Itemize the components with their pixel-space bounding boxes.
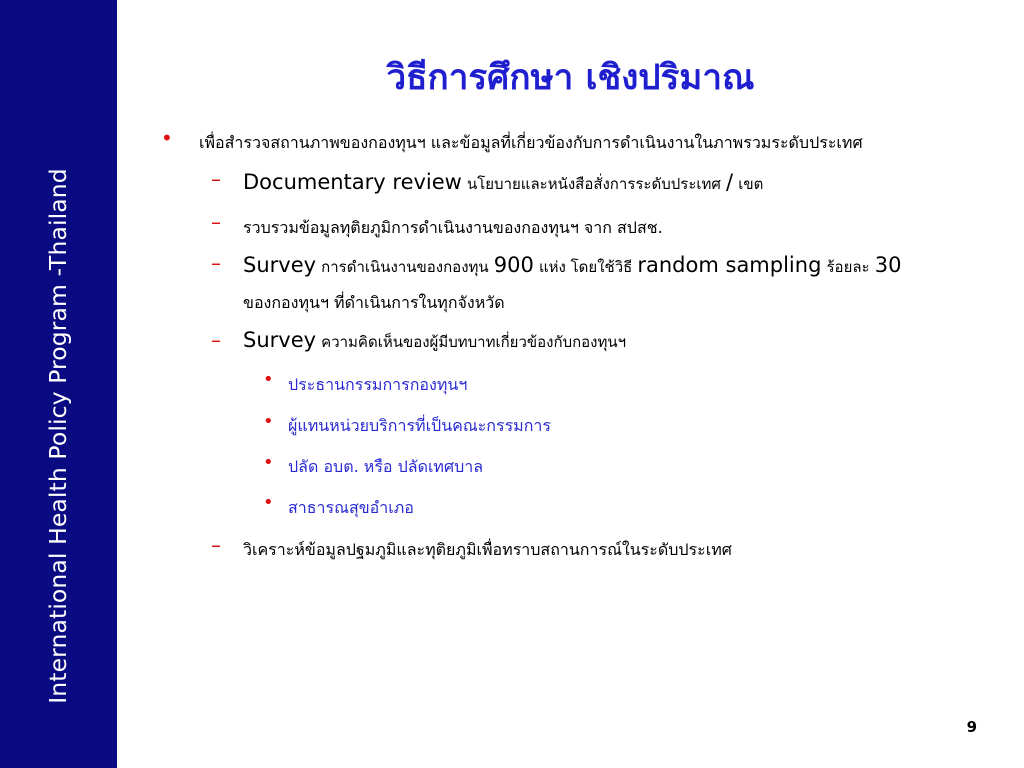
- page-number: 9: [966, 718, 977, 736]
- dash-marker: –: [211, 251, 221, 275]
- subitem-text: ความคิดเห็นของผู้มีบทบาทเกี่ยวข้องกับกองทุนฯ: [321, 333, 627, 351]
- subitem-lead: Survey: [243, 328, 317, 352]
- subitem-text-part1: การดำเนินงานของกองทุน: [321, 258, 489, 276]
- subitem-survey-sampling-line2: [243, 291, 505, 316]
- subitem-survey-opinions: [243, 328, 626, 354]
- subitem-text-part2: แห่ง โดยใช้วิธี: [538, 258, 633, 276]
- sidebar-text: International Health Policy Program -Thailand: [44, 168, 72, 704]
- respondent-item: ผู้แทนหน่วยบริการที่เป็นคณะกรรมการ: [288, 416, 551, 435]
- dash-marker: –: [211, 533, 221, 557]
- subitem-lead: Survey: [243, 253, 317, 277]
- subbullet-marker: •: [263, 492, 274, 513]
- subitem-secondary-data: [243, 216, 663, 241]
- subitem-slash: /: [726, 170, 734, 194]
- sidebar: [0, 0, 117, 768]
- slide-title: วิธีการศึกษา เชิงปริมาณ: [386, 58, 755, 98]
- subitem-percent: 30: [874, 253, 902, 277]
- dash-marker: –: [211, 167, 221, 191]
- subitem-text: นโยบายและหนังสือสั่งการระดับประเทศ: [466, 175, 721, 193]
- subitem-text: รวบรวมข้อมูลทุติยภูมิการดำเนินงานของกองทุนฯ จาก สปสช.: [243, 218, 663, 237]
- dash-marker: –: [211, 328, 221, 352]
- subitem-text: วิเคราะห์ข้อมูลปฐมภูมิและทุติยภูมิเพื่อทราบสถานการณ์ในระดับประเทศ: [243, 540, 732, 559]
- subitem-documentary-review: [243, 170, 763, 196]
- dash-marker: –: [211, 210, 221, 234]
- bullet-main-text: เพื่อสำรวจสถานภาพของกองทุนฯ และข้อมูลที่เกี่ยวข้องกับการดำเนินงานในภาพรวมระดับประเทศ: [199, 133, 863, 152]
- subitem-number: 900: [493, 253, 534, 277]
- subbullet-marker: •: [263, 411, 274, 432]
- subitem-analysis: [243, 538, 732, 563]
- subitem-text: ของกองทุนฯ ที่ดำเนินการในทุกจังหวัด: [243, 293, 505, 312]
- subitem-text-part3: ร้อยละ: [826, 258, 870, 276]
- subbullet-marker: •: [263, 452, 274, 473]
- subitem-survey-sampling: [243, 253, 901, 279]
- respondent-item: ปลัด อบต. หรือ ปลัดเทศบาล: [288, 457, 484, 476]
- bullet-main: [199, 131, 863, 156]
- respondent-item: สาธารณสุขอำเภอ: [288, 498, 414, 517]
- subitem-method: random sampling: [637, 253, 822, 277]
- subitem-lead: Documentary review: [243, 170, 462, 194]
- subitem-tail: เขต: [738, 175, 764, 193]
- bullet-marker: •: [161, 126, 173, 150]
- respondent-item: ประธานกรรมการกองทุนฯ: [288, 375, 468, 394]
- subbullet-marker: •: [263, 369, 274, 390]
